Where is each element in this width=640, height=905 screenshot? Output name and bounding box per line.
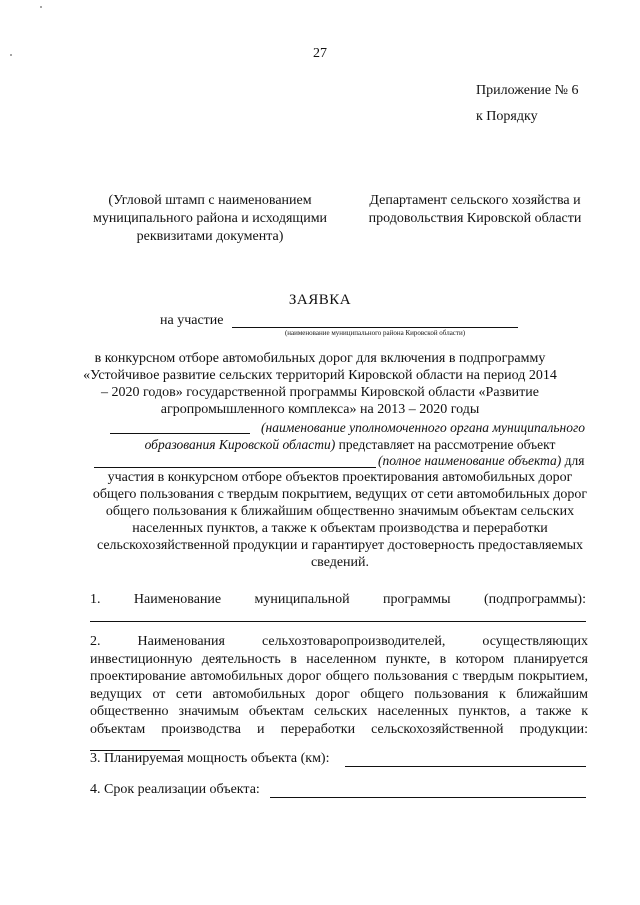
page-number: 27 xyxy=(313,46,327,61)
appendix-line-2: к Порядку xyxy=(476,109,538,124)
item-1-word-3: программы xyxy=(382,592,451,607)
program-name-field[interactable] xyxy=(90,621,586,622)
item-1-word-4: (подпрограммы): xyxy=(483,592,586,607)
document-title: ЗАЯВКА xyxy=(288,292,352,308)
term-field[interactable] xyxy=(270,797,586,798)
appendix-note xyxy=(476,78,579,130)
item-1-word-2: муниципальной xyxy=(254,592,350,607)
addressee: Департамент сельского хозяйства и продовольствия Кировской области xyxy=(368,193,582,226)
item-1-program-name xyxy=(90,592,586,608)
scan-speck xyxy=(40,6,42,8)
authorized-organ-caption: (наименование уполномоченного органа муниципального образования Кировской области) xyxy=(144,420,585,452)
participation-body: участия в конкурсном отборе объектов проектирования автомобильных дорог общего пользования с твердым покрытием, ведущих от сети автомобильных дорог общего пользования к ближайшим общественно значимым объектам сельских населенных пунктов, а также к объектам производства и переработки сельскохозяйственной продукции и гарантирует достоверность предоставляемых сведений. xyxy=(92,470,588,570)
item-2-producers xyxy=(90,633,588,757)
object-name-caption: (полное наименование объекта) xyxy=(378,453,562,468)
item-1-word-1: Наименование xyxy=(133,592,222,607)
item-3-capacity-label: 3. Планируемая мощность объекта (км): xyxy=(90,751,330,766)
item-1-number: 1. xyxy=(90,592,101,607)
organ-presents-text: представляет на рассмотрение объект xyxy=(338,437,556,452)
stamp-placeholder: (Угловой штамп с наименованием муниципального района и исходящими реквизитами документа) xyxy=(92,193,328,244)
participation-label: на участие xyxy=(160,313,224,328)
municipal-district-field[interactable] xyxy=(232,327,518,328)
item-2-text: 2. Наименования сельхозтоваропроизводителей, осуществляющих инвестиционную деятельность в населенном пункте, в котором планируется проектирование автомобильных дорог общего пользования с твердым покрытием, ведущих от сети автомобильных дорог общего пользования к ближайшим общественно значимым объектам сельских населенных пунктов, а также к объектам производства и переработки сельскохозяйственной продукции: xyxy=(90,634,588,737)
municipal-district-caption: (наименование муниципального района Кировской области) xyxy=(284,329,466,337)
capacity-field[interactable] xyxy=(345,766,586,767)
competition-description: в конкурсном отборе автомобильных дорог для включения в подпрограмму «Устойчивое развитие сельских территорий Кировской области на период 2014 – 2020 годов» государственной программы Кировской области «Развитие агропромышленного комплекса» на 2013 – 2020 годы xyxy=(83,351,557,417)
object-caption-line xyxy=(378,453,584,469)
item-4-term-label: 4. Срок реализации объекта: xyxy=(90,782,260,797)
object-name-field[interactable] xyxy=(94,467,376,468)
object-for-text: для xyxy=(564,453,585,468)
appendix-line-1: Приложение № 6 xyxy=(476,83,579,98)
authorized-organ-paragraph xyxy=(110,419,590,453)
producers-field[interactable] xyxy=(90,738,180,751)
